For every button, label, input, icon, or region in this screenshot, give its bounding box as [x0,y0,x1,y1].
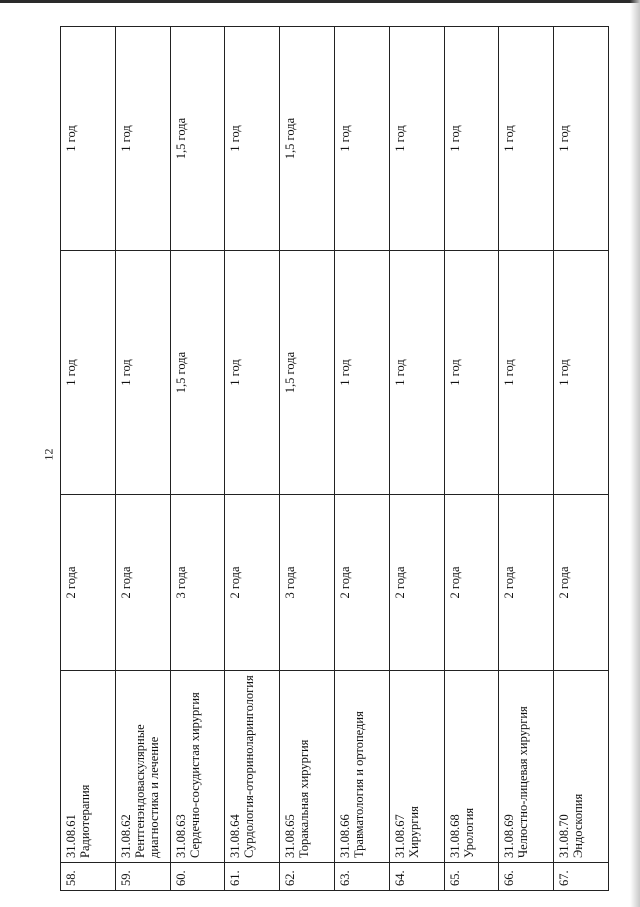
table-row [499,27,554,891]
scan-top-edge [0,0,640,3]
specialty-cell [225,671,280,863]
specialty-name: Радиотерапия [78,784,92,858]
row-index: 62. [280,863,335,891]
specialty-code: 31.08.65 [283,814,298,858]
duration-cell: 3 года [170,495,225,671]
row-index: 67. [554,863,609,891]
table-row [554,27,609,891]
table-row [170,27,225,891]
specialty-cell [499,671,554,863]
specialty-name: Торакальная хирургия [297,739,312,858]
duration-cell: 1,5 года [280,27,335,251]
rotated-table-region [60,27,608,891]
duration-cell: 1 год [225,27,280,251]
row-index: 58. [61,863,116,891]
duration-cell: 3 года [280,495,335,671]
duration-cell: 2 года [389,495,444,671]
row-index: 59. [115,863,170,891]
duration-cell: 1 год [554,251,609,495]
duration-cell: 1 год [334,251,389,495]
duration-cell: 2 года [61,495,116,671]
table-row [280,27,335,891]
specialty-cell [280,671,335,863]
specialty-name: Рентгенэндоваскулярные диагностика и лечение [132,724,161,858]
table-body [61,27,609,891]
specialty-cell [334,671,389,863]
specialty-cell [389,671,444,863]
specialty-name: Сердечно-сосудистая хирургия [187,692,202,858]
specialty-code: 31.08.68 [447,814,462,858]
specialties-table [60,26,609,891]
duration-cell: 2 года [444,495,499,671]
specialty-code: 31.08.64 [228,814,243,858]
duration-cell: 1 год [115,251,170,495]
duration-cell: 1 год [334,27,389,251]
specialty-code: 31.08.67 [392,814,407,858]
row-index: 60. [170,863,225,891]
row-index: 63. [334,863,389,891]
specialty-name: Хирургия [406,806,421,858]
duration-cell: 1 год [61,251,116,495]
duration-cell: 2 года [554,495,609,671]
row-index: 65. [444,863,499,891]
duration-cell: 1 год [61,27,116,251]
duration-cell: 1 год [389,27,444,251]
specialty-name: Эндоскопия [571,793,586,858]
scan-right-shadow [630,0,640,907]
duration-cell: 1,5 года [280,251,335,495]
page-number: 12 [41,448,56,461]
specialty-code: 31.08.62 [118,814,133,858]
duration-cell: 2 года [499,495,554,671]
row-index: 61. [225,863,280,891]
specialty-cell [61,671,116,863]
row-index: 66. [499,863,554,891]
table-row [115,27,170,891]
specialty-code: 31.08.63 [173,814,188,858]
table-row [225,27,280,891]
table-row [334,27,389,891]
specialty-code: 31.08.61 [64,814,78,858]
specialty-name: Травматология и ортопедия [351,711,366,858]
duration-cell: 1 год [115,27,170,251]
duration-cell: 2 года [115,495,170,671]
row-index: 64. [389,863,444,891]
specialty-code: 31.08.70 [557,814,572,858]
duration-cell: 1 год [225,251,280,495]
duration-cell: 1 год [389,251,444,495]
duration-cell: 1 год [444,27,499,251]
table-row [444,27,499,891]
duration-cell: 1 год [499,27,554,251]
duration-cell: 2 года [334,495,389,671]
specialty-cell [554,671,609,863]
duration-cell: 2 года [225,495,280,671]
duration-cell: 1 год [499,251,554,495]
duration-cell: 1 год [444,251,499,495]
duration-cell: 1 год [554,27,609,251]
specialty-name: Урология [461,807,476,858]
duration-cell: 1,5 года [170,27,225,251]
specialty-cell [115,671,170,863]
specialty-code: 31.08.69 [502,814,517,858]
table-row [389,27,444,891]
duration-cell: 1,5 года [170,251,225,495]
specialty-name: Челюстно-лицевая хирургия [516,706,531,858]
specialty-cell [170,671,225,863]
rotated-table-container [60,27,608,891]
table-row [61,27,116,891]
specialty-name: Сурдология-оториноларингология [242,675,257,858]
specialty-code: 31.08.66 [337,814,352,858]
specialty-cell [444,671,499,863]
